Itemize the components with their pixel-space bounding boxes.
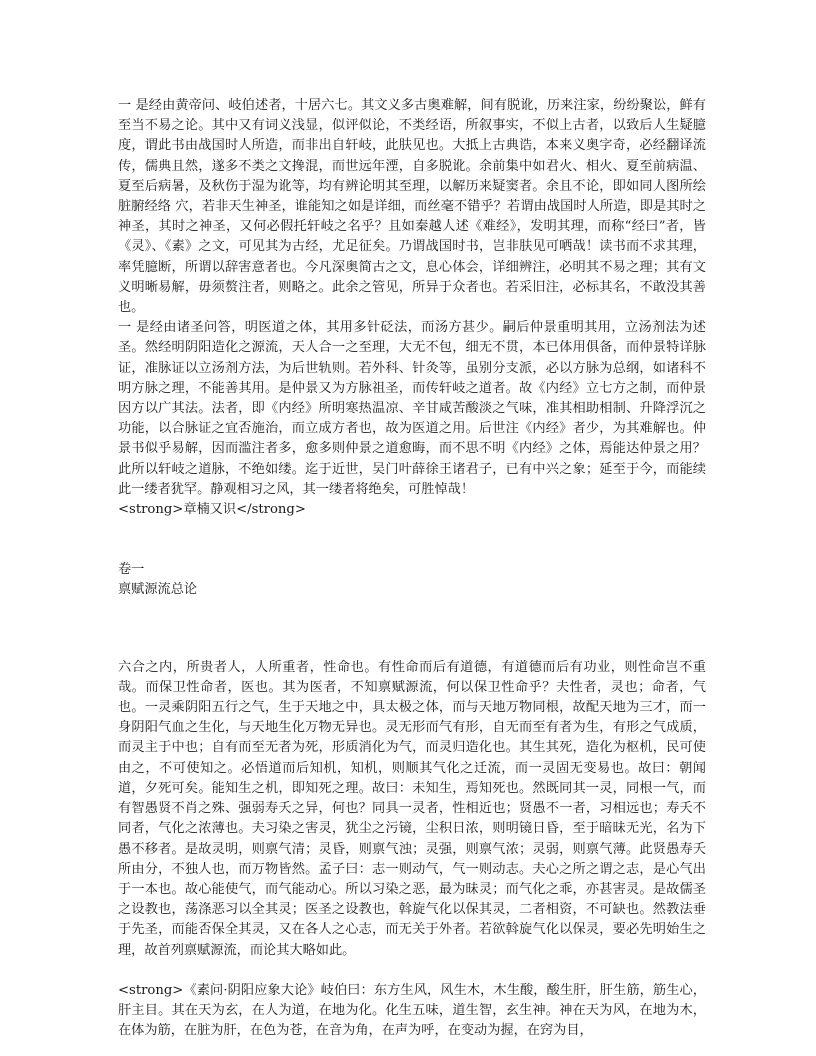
- body-paragraph-1: 六合之内，所贵者人，人所重者，性命也。有性命而后有道德，有道德而后有功业，则性命岂不重哉。而保卫性命者，医也。其为医者，不知禀赋源流，何以保卫性命乎？夫性者，灵也；命者，气也。一灵乘阴阳五行之气，生于天地之中，具太极之体，而与天地万物同根，故配天地为三才，而一身阴阳气血之生化，与天地生化万物无异也。灵无形而气有形，自无而至有者为生，有形之气成质，而灵主于中也；自有而至无者为死，形质消化为气，而灵归造化也。其生其死，造化为枢机，民可使由之，不可使知之。必悟道而后知机，知机，则顺其气化之迁流，而一灵固无变易也。故曰：朝闻道，夕死可矣。能知生之机，即知死之理。故曰：未知生，焉知死也。然既同其一灵，同根一气，而有智愚贤不肖之殊、强弱寿夭之异，何也？同具一灵者，性相近也；贤愚不一者，习相远也；寿夭不同者，气化之浓薄也。夫习染之害灵，犹尘之污镜，尘积日浓，则明镜日昏，至于暗昧无光，名为下愚不移者。是故灵明，则禀气清；灵昏，则禀气浊；灵强，则禀气浓；灵弱，则禀气薄。此贤愚寿夭所由分，不独人也，而万物皆然。孟子曰：志一则动气，气一则动志。夫心之所之谓之志，是心气出于一本也。故心能使气，而气能动心。所以习染之恶，最为昧灵；而气化之乖，亦甚害灵。是故儒圣之设教也，荡涤恶习以全其灵；医圣之设教也，斡旋气化以保其灵，二者相资，不可缺也。然教法垂于先圣，而能否保全其灵，又在各人之心志，而无关于外者。若欲斡旋气化以保灵，要必先明始生之理，故首列禀赋源流，而论其大略如此。: [118, 659, 706, 958]
- document-page: [118, 96, 706, 1041]
- section-title: 禀赋源流总论: [118, 582, 198, 598]
- section-spacer: [118, 520, 706, 560]
- volume-label: 卷一: [118, 562, 145, 578]
- paragraph-spacer: [118, 961, 706, 981]
- preface-paragraph-1: 一 是经由黄帝问、岐伯述者，十居六七。其文义多古奥难解，间有脱讹，历来注家，纷纷聚讼，鲜有至当不易之论。其中又有词义浅显，似评似论，不类经语，所叙事实，不似上古者，以致后人生疑臆度，谓此书由战国时人所造，而非出自轩岐，此肤见也。大抵上古典诰，本来义奥字奇，必经翻译流传，儒典且然，遂多不类之文搀混，而世远年湮，自多脱讹。余前集中如君火、相火、夏至前病温、夏至后病暑，及秋伤于湿为讹等，均有辨论明其至理，以解历来疑窦者。余且不论，即如同人图所绘脏腑经络 穴，若非天生神圣，谁能知之如是详细，而丝毫不错乎？若谓由战国时人所造，即是其时之神圣，其时之神圣，又何必假托轩岐之名乎？且如秦越人述《难经》，发明其理，而称“经曰”者，皆《灵》、《素》之文，可见其为古经，尤足征矣。乃谓战国时书，岂非肤见可哂哉！读书而不求其理，率凭臆断，所谓以辞害意者也。今凡深奥简古之文，息心体会，详细辨注，必明其不易之理；其有文义明晰易解，毋须赘注者，则略之。此余之管见，所异于众者也。若采旧注，必标其名，不敢没其善也。: [118, 98, 706, 316]
- body-paragraph-2: <strong>《素问·阴阳应象大论》岐伯曰：东方生风，风生木，木生酸，酸生肝，肝生筋，筋生心，肝主目。其在天为玄，在人为道，在地为化。化生五味，道生智，玄生神。神在天为风，在地为木，在体为筋，在脏为肝，在色为苍，在音为角，在声为呼，在变动为握，在窍为目，: [118, 982, 706, 1039]
- section-spacer: [118, 601, 706, 658]
- preface-signature: <strong>章楠又识</strong>: [118, 502, 306, 518]
- preface-paragraph-2: 一 是经由诸圣问答，明医道之体，其用多针砭法，而汤方甚少。嗣后仲景重明其用，立汤剂法为述圣。然经明阴阳造化之源流，天人合一之至理，大无不包，细无不贯，本已体用俱备，而仲景特详脉证，准脉证以立汤剂方法，为后世轨则。若外科、针灸等，虽别分支派，必以方脉为总纲，如诸科不明方脉之理，不能善其用。是仲景又为方脉祖圣，而传轩岐之道者。故《内经》立七方之制，而仲景因方以广其法。法者，即《内经》所明寒热温凉、辛甘咸苦酸淡之气味，准其相助相制、升降浮沉之功能，以合脉证之宜否施治，而立成方者也，故为医道之用。后世注《内经》者少，为其难解也。仲景书似乎易解，因而滥注者多，愈多则仲景之道愈晦，而不思不明《内经》之体，焉能达仲景之用？此所以轩岐之道脉，不绝如缕。迄于近世，吴门叶薛徐王诸君子，已有中兴之象；延至于今，而能续此一缕者犹罕。静观相习之风，其一缕者将绝矣，可胜悼哉！: [118, 320, 706, 497]
